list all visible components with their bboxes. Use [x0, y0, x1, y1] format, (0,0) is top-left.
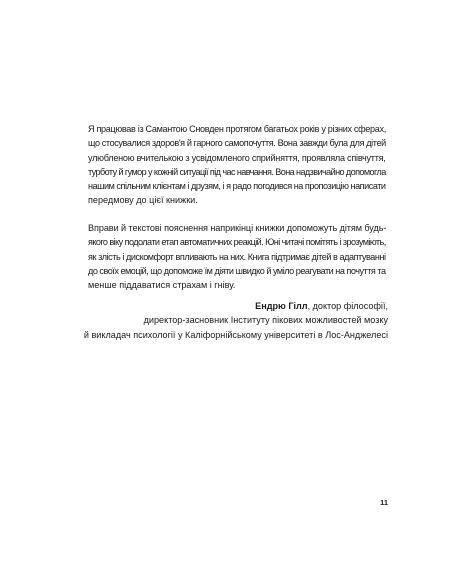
author-degree: , доктор філософії, — [307, 301, 388, 311]
text-line: менше піддаватися страхам і гніву. — [88, 280, 236, 291]
text-line: передмову до цієї книжки. — [88, 195, 198, 206]
author-position: директор-засновник Інституту пікових можливостей мозку — [143, 315, 388, 326]
text-line: як злість і дискомфорт впливають на них. Книга підтримає дітей в адаптуванні — [88, 251, 386, 262]
text-line: до своїх емоцій, що допоможе їм діяти швидко й уміло реагувати на почуття та — [88, 265, 386, 276]
text-line: Я працював із Самантою Сновден протягом багатьох років у різних сферах, — [88, 124, 386, 134]
text-line: що стосувалися здоров'я й гарного самопочуття. Вона завжди була для дітей — [88, 138, 386, 149]
author-signature — [84, 299, 388, 342]
text-line: нашим спільним клієнтам і друзям, і я радо погодився на пропозицію написати — [88, 181, 386, 192]
foreword-paragraph-2 — [88, 221, 386, 292]
author-name: Ендрю Гілл — [255, 301, 308, 311]
text-line: Вправи й текстові пояснення наприкінці книжки допоможуть дітям будь- — [88, 223, 387, 233]
author-affiliation: й викладач психології у Каліфорнійському університеті в Лос-Анджелесі — [83, 329, 388, 340]
page-number: 11 — [380, 498, 388, 507]
text-line: якого віку подолати етап автоматичних реакцій. Юні читачі помітять і зрозуміють, — [88, 237, 386, 248]
text-line: турботу й гумор у кожній ситуації під час навчання. Вона надзвичайно допомогла — [88, 166, 386, 177]
foreword-paragraph-1 — [88, 122, 386, 208]
text-line: улюбленою вчителькою з усвідомленого сприйняття, проявляла співчуття, — [88, 152, 386, 163]
signature-name-line — [84, 299, 388, 313]
